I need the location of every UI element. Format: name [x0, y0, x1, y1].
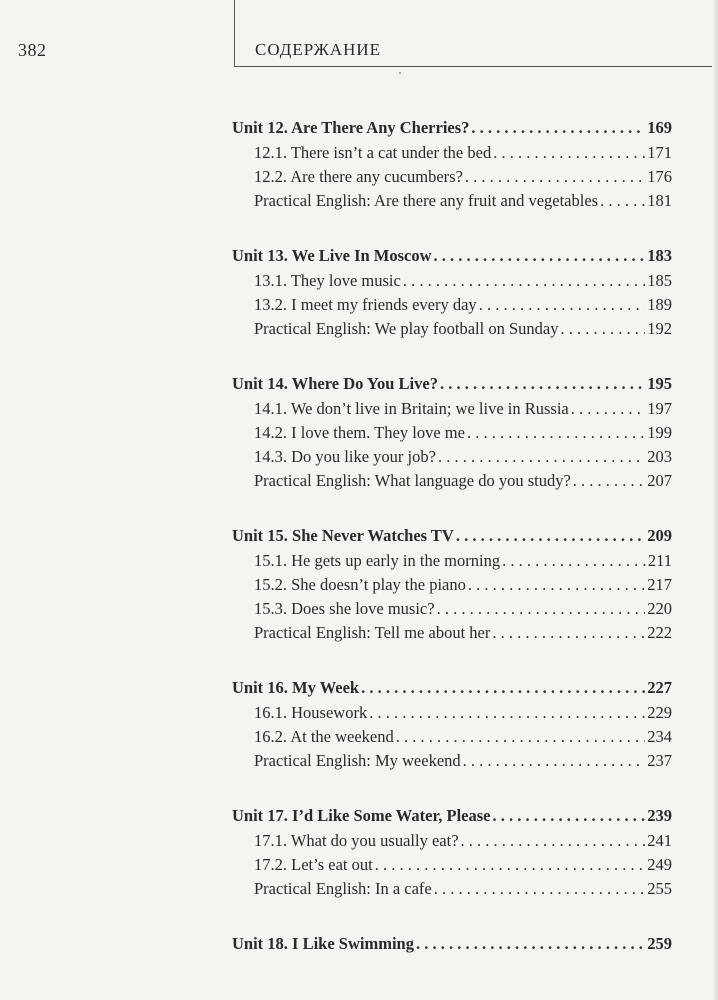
entry-title: 13.1. They love music [254, 271, 401, 290]
entry-page-number: 181 [647, 191, 672, 210]
entry-page-number: 229 [647, 703, 672, 722]
page-header [0, 0, 718, 70]
toc-unit-entry[interactable] [232, 371, 672, 397]
entry-page-number: 197 [647, 399, 672, 418]
entry-title: Unit 17. I’d Like Some Water, Please [232, 806, 491, 825]
entry-page-number: 209 [647, 526, 672, 545]
header-vertical-rule [234, 0, 235, 66]
toc-subentry[interactable] [232, 165, 672, 189]
entry-page-number: 203 [647, 447, 672, 466]
entry-title: Practical English: In a cafe [254, 879, 432, 898]
toc-subentry[interactable] [232, 853, 672, 877]
unit-block [232, 523, 672, 645]
toc-subentry[interactable] [232, 701, 672, 725]
entry-page-number: 241 [647, 831, 672, 850]
entry-page-number: 234 [647, 727, 672, 746]
dot-leader [571, 397, 646, 421]
entry-page-number: 259 [647, 934, 672, 953]
entry-title: Unit 12. Are There Any Cherries? [232, 118, 470, 137]
toc-subentry[interactable] [232, 317, 672, 341]
dot-leader [492, 621, 645, 645]
page-edge-shadow [712, 0, 718, 1000]
entry-title: Unit 13. We Live In Moscow [232, 246, 432, 265]
entry-title: 15.2. She doesn’t play the piano [254, 575, 466, 594]
entry-title: Practical English: We play football on Sunday [254, 319, 559, 338]
entry-title: 15.1. He gets up early in the morning [254, 551, 501, 570]
entry-page-number: 222 [647, 623, 672, 642]
unit-block [232, 115, 672, 213]
entry-title: Unit 18. I Like Swimming [232, 934, 414, 953]
entry-page-number: 199 [647, 423, 672, 442]
entry-title: Unit 16. My Week [232, 678, 360, 697]
entry-title: Unit 15. She Never Watches TV [232, 526, 454, 545]
toc-unit-entry[interactable] [232, 243, 672, 269]
entry-page-number: 183 [647, 246, 672, 265]
dot-leader [465, 165, 645, 189]
dot-leader [560, 317, 645, 341]
dot-leader [434, 243, 646, 269]
entry-title: Practical English: Are there any fruit and vegetables [254, 191, 599, 210]
entry-page-number: 207 [647, 471, 672, 490]
dot-leader [502, 549, 646, 573]
entry-page-number: 227 [647, 678, 672, 697]
entry-page-number: 185 [647, 271, 672, 290]
unit-block [232, 803, 672, 901]
unit-block [232, 243, 672, 341]
toc-unit-entry[interactable] [232, 523, 672, 549]
dot-leader [573, 469, 645, 493]
entry-page-number: 176 [647, 167, 672, 186]
dot-leader [434, 877, 645, 901]
dot-leader [375, 853, 646, 877]
entry-page-number: 239 [647, 806, 672, 825]
entry-title: Practical English: Tell me about her [254, 623, 491, 642]
entry-title: 14.2. I love them. They love me [254, 423, 465, 442]
entry-title: 17.2. Let’s eat out [254, 855, 373, 874]
dot-leader [463, 749, 646, 773]
toc-unit-entry[interactable] [232, 803, 672, 829]
dot-leader [479, 293, 646, 317]
entry-title: 17.1. What do you usually eat? [254, 831, 459, 850]
dot-leader [471, 115, 645, 141]
unit-block [232, 931, 672, 957]
entry-page-number: 220 [647, 599, 672, 618]
header-horizontal-rule [234, 66, 718, 67]
toc-subentry[interactable] [232, 189, 672, 213]
toc-subentry[interactable] [232, 829, 672, 853]
entry-title: 14.1. We don’t live in Britain; we live in Russia [254, 399, 569, 418]
toc-subentry[interactable] [232, 621, 672, 645]
entry-title: 16.2. At the weekend [254, 727, 394, 746]
toc-subentry[interactable] [232, 573, 672, 597]
entry-page-number: 211 [647, 551, 672, 570]
toc-subentry[interactable] [232, 293, 672, 317]
unit-block [232, 675, 672, 773]
toc-subentry[interactable] [232, 749, 672, 773]
entry-title: 14.3. Do you like your job? [254, 447, 436, 466]
page-title: СОДЕРЖАНИЕ [255, 40, 382, 59]
entry-title: 13.2. I meet my friends every day [254, 295, 477, 314]
dot-leader [461, 829, 646, 853]
toc-subentry[interactable] [232, 421, 672, 445]
toc-subentry[interactable] [232, 269, 672, 293]
print-speck [399, 72, 401, 74]
toc-subentry[interactable] [232, 469, 672, 493]
entry-page-number: 192 [647, 319, 672, 338]
dot-leader [467, 421, 645, 445]
entry-page-number: 189 [647, 295, 672, 314]
dot-leader [416, 931, 645, 957]
toc-subentry[interactable] [232, 397, 672, 421]
dot-leader [403, 269, 645, 293]
entry-title: Practical English: What language do you study? [254, 471, 571, 490]
entry-title: Practical English: My weekend [254, 751, 461, 770]
table-of-contents [232, 115, 672, 987]
toc-subentry[interactable] [232, 877, 672, 901]
entry-title: Unit 14. Where Do You Live? [232, 374, 438, 393]
entry-title: 12.2. Are there any cucumbers? [254, 167, 463, 186]
toc-unit-entry[interactable] [232, 675, 672, 701]
entry-page-number: 255 [647, 879, 672, 898]
toc-subentry[interactable] [232, 597, 672, 621]
entry-page-number: 171 [647, 143, 672, 162]
dot-leader [493, 803, 646, 829]
entry-title: 12.1. There isn’t a cat under the bed [254, 143, 492, 162]
dot-leader [361, 675, 645, 701]
entry-title: 15.3. Does she love music? [254, 599, 435, 618]
entry-page-number: 237 [647, 751, 672, 770]
entry-page-number: 217 [647, 575, 672, 594]
toc-unit-entry[interactable] [232, 115, 672, 141]
toc-unit-entry[interactable] [232, 931, 672, 957]
toc-subentry[interactable] [232, 445, 672, 469]
entry-page-number: 249 [647, 855, 672, 874]
dot-leader [437, 597, 646, 621]
unit-block [232, 371, 672, 493]
toc-subentry[interactable] [232, 549, 672, 573]
dot-leader [456, 523, 645, 549]
entry-page-number: 169 [647, 118, 672, 137]
dot-leader [493, 141, 645, 165]
dot-leader [600, 189, 645, 213]
page-number: 382 [18, 40, 47, 60]
toc-subentry[interactable] [232, 141, 672, 165]
dot-leader [438, 445, 645, 469]
entry-page-number: 195 [647, 374, 672, 393]
dot-leader [440, 371, 645, 397]
toc-subentry[interactable] [232, 725, 672, 749]
dot-leader [396, 725, 645, 749]
entry-title: 16.1. Housework [254, 703, 368, 722]
dot-leader [468, 573, 645, 597]
dot-leader [369, 701, 645, 725]
